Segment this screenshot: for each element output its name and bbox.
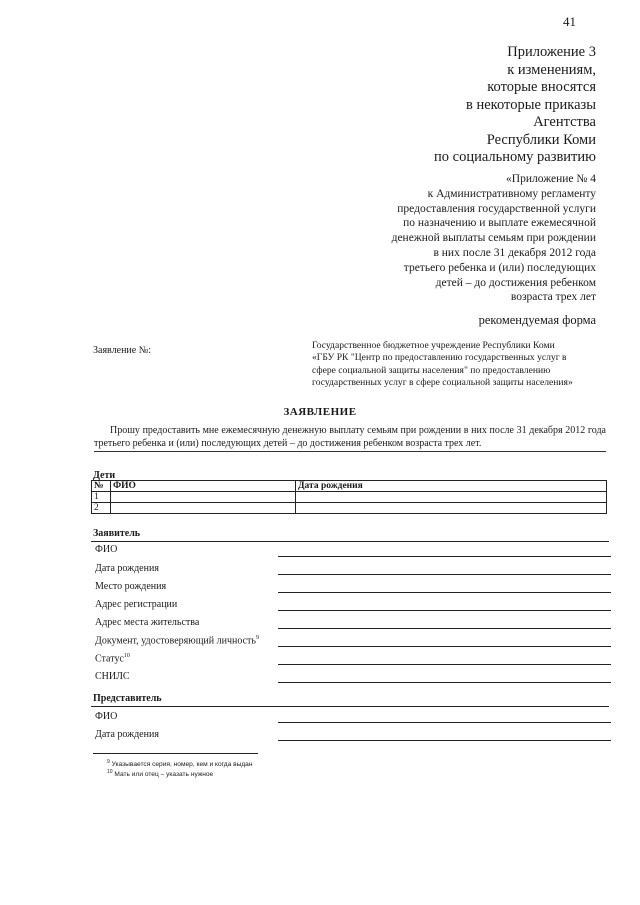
applicant-residence-label: Адрес места жительства [95,617,200,628]
applicant-id-document-field[interactable] [278,646,611,647]
appendix-line: которые вносятся [487,79,596,95]
recommended-form-label: рекомендуемая форма [478,313,596,327]
fio-cell[interactable] [111,503,296,514]
representative-fio-field[interactable] [278,722,611,723]
table-row [92,503,607,514]
representative-fio-label: ФИО [95,711,118,722]
children-table-header [92,481,607,492]
appendix-line: Республики Коми [486,131,596,148]
applicant-status-field[interactable] [278,664,611,665]
application-number-label: Заявление №: [93,345,152,356]
annex-line: возраста трех лет [510,291,596,304]
appendix-line: по социальному развитию [434,149,596,165]
row-number-cell: 2 [92,503,111,514]
applicant-id-document-label [95,635,259,646]
footnote-ref: 9 [255,635,259,641]
page-number: 41 [563,14,576,29]
appendix-line: к изменениям, [507,61,596,78]
applicant-status-label [95,653,130,664]
recipient-line: сфере социальной защиты населения" по предоставлению [312,364,551,376]
applicant-residence-field[interactable] [278,628,611,629]
representative-birthdate-field[interactable] [278,740,611,741]
recipient-line: Государственное бюджетное учреждение Республики Коми [312,340,555,351]
annex-line: денежной выплаты семьям при рождении [391,232,596,245]
applicant-birthdate-label: Дата рождения [95,563,159,574]
status-text: Статус [95,653,124,665]
annex-line: «Приложение № 4 [506,173,596,185]
appendix-line: в некоторые приказы [466,96,596,113]
annex-line: в них после 31 декабря 2012 года [433,246,596,259]
annex-line: третьего ребенка и (или) последующих [403,261,596,274]
birthdate-cell[interactable] [296,503,607,514]
col-number-header: № [92,481,111,492]
section-divider [91,706,609,707]
id-document-text: Документ, удостоверяющий личность [95,635,256,647]
fio-cell[interactable] [111,492,296,503]
appendix-line: Агентства [533,114,596,130]
representative-birthdate-label: Дата рождения [95,729,159,740]
applicant-birthplace-label: Место рождения [95,581,167,592]
representative-section-label: Представитель [93,693,162,704]
annex-line: к Административному регламенту [427,187,596,200]
children-section-label: Дети [93,470,116,481]
footnote-text: Мать или отец – указать нужное [114,771,214,779]
col-birthdate-header: Дата рождения [296,481,607,492]
footnote-10 [107,769,213,778]
footnote-text: Указывается серия, номер, кем и когда выдан [111,761,253,769]
footnote-separator [93,753,258,754]
document-title: ЗАЯВЛЕНИЕ [283,406,357,418]
applicant-registration-label: Адрес регистрации [95,599,178,610]
applicant-registration-field[interactable] [278,610,611,611]
col-fio-header: ФИО [111,481,296,492]
footnote-ref: 10 [123,653,130,659]
applicant-snils-field[interactable] [278,682,611,683]
applicant-fio-label: ФИО [95,544,118,555]
birthdate-cell[interactable] [296,492,607,503]
footnote-mark: 9 [107,759,110,765]
applicant-birthdate-field[interactable] [278,574,611,575]
annex-header [296,172,596,305]
applicant-snils-label: СНИЛС [95,671,130,682]
footnote-9 [107,759,252,768]
request-text: Прошу предоставить мне ежемесячную денежную выплату семьям при рождении в них после 31 декабря 2012 года третьего ребенка и (или) последующих детей – до достижения ребенком возраста трех лет. [94,424,606,452]
applicant-fio-field[interactable] [278,556,611,557]
section-divider [91,541,609,542]
row-number-cell: 1 [92,492,111,503]
recipient-line: «ГБУ РК "Центр по предоставлению государственных услуг в [312,352,567,364]
appendix-header [336,44,596,167]
applicant-section-label: Заявитель [93,528,141,539]
annex-line: по назначению и выплате ежемесячной [403,217,596,230]
applicant-birthplace-field[interactable] [278,592,611,593]
appendix-line: Приложение 3 [507,44,596,60]
recipient-line: государственных услуг в сфере социальной защиты населения» [312,376,573,388]
annex-line: детей – до достижения ребенком [435,276,596,289]
recipient-block [312,340,602,389]
children-table [91,480,607,514]
footnote-mark: 10 [107,769,113,775]
annex-line: предоставления государственной услуги [397,202,596,215]
table-row [92,492,607,503]
